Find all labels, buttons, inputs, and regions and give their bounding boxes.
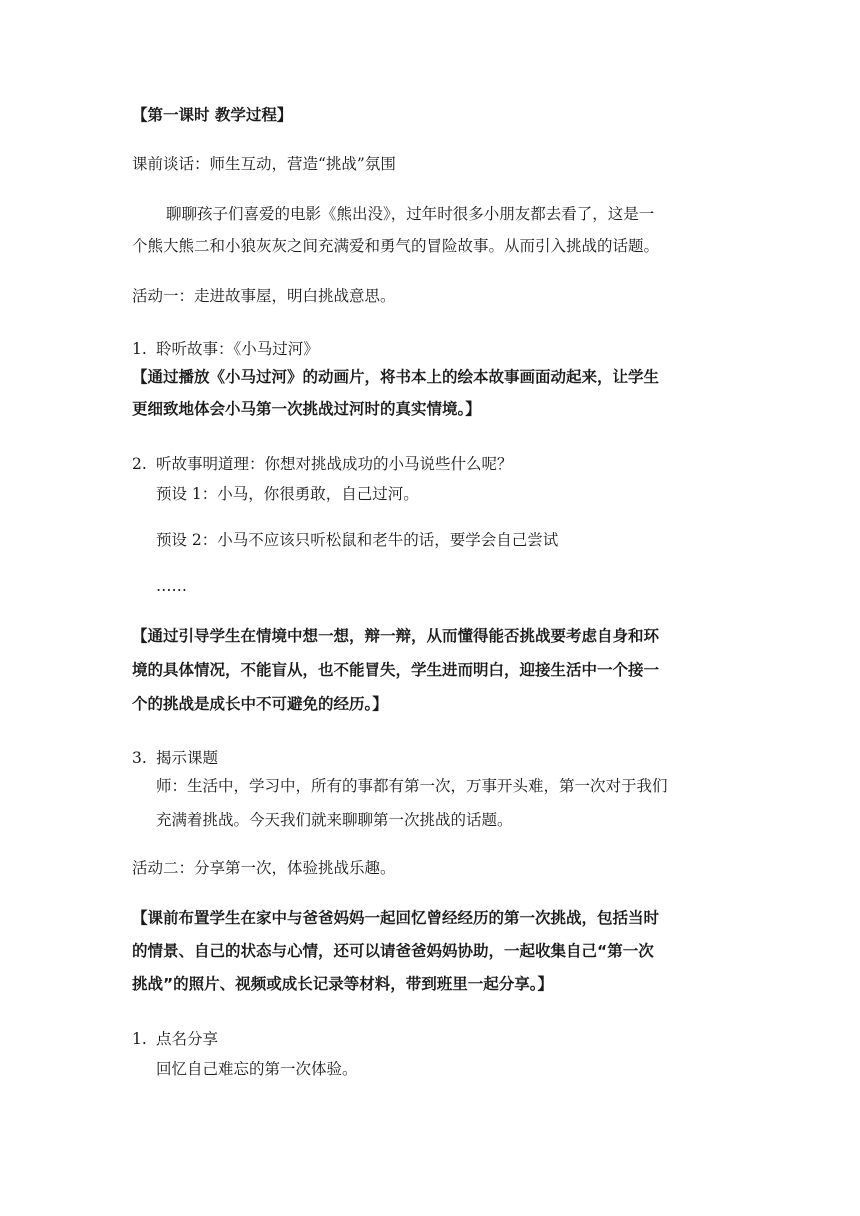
activity1-item2 [132,452,513,476]
preset-1: 预设 1：小马，你很勇敢，自己过河。 [156,485,419,503]
activity1-item1 [132,337,319,361]
activity1-item2-note-line-2: 境的具体情况，不能盲从，也不能冒失，学生进而明白，迎接生活中一个接一 [132,661,660,679]
activity1-item3-line-1: 师：生活中，学习中，所有的事都有第一次，万事开头难，第一次对于我们 [156,777,668,795]
item-text: 揭示课题 [156,749,219,767]
item-number: 2. [132,455,147,473]
activity2-note-line-3: 挑战”的照片、视频或成长记录等材料，带到班里一起分享。】 [132,975,553,993]
activity1-title: 活动一：走进故事屋，明白挑战意思。 [132,287,396,305]
activity1-item2-note-line-1: 【通过引导学生在情境中想一想，辩一辩，从而懂得能否挑战要考虑自身和环 [132,627,660,645]
activity2-item1-line-1: 回忆自己难忘的第一次体验。 [156,1060,358,1078]
activity2-note-line-2: 的情景、自己的状态与心情，还可以请爸爸妈妈协助，一起收集自己“第一次 [132,942,654,960]
item-number: 1. [132,1030,147,1048]
lesson-heading: 【第一课时 教学过程】 [132,106,293,124]
intro-label: 课前谈话：师生互动，营造“挑战”氛围 [132,155,396,173]
ellipsis: …… [156,577,187,595]
activity1-item3 [132,746,218,770]
activity1-item1-note-line-1: 【通过播放《小马过河》的动画片，将书本上的绘本故事画面动起来，让学生 [132,368,660,386]
intro-paragraph-line-2: 个熊大熊二和小狼灰灰之间充满爱和勇气的冒险故事。从而引入挑战的话题。 [132,237,660,255]
activity1-item2-note-line-3: 个的挑战是成长中不可避免的经历。】 [132,695,388,713]
activity2-title: 活动二：分享第一次，体验挑战乐趣。 [132,859,396,877]
intro-paragraph-line-1: 聊聊孩子们喜爱的电影《熊出没》，过年时很多小朋友都去看了，这是一 [166,205,655,223]
activity1-item1-note-line-2: 更细致地体会小马第一次挑战过河时的真实情境。】 [132,400,481,418]
item-number: 3. [132,749,147,767]
activity2-note-line-1: 【课前布置学生在家中与爸爸妈妈一起回忆曾经经历的第一次挑战，包括当时 [132,909,660,927]
item-number: 1. [132,340,147,358]
item-text: 听故事明道理：你想对挑战成功的小马说些什么呢？ [156,455,513,473]
item-text: 聆听故事：《小马过河》 [156,340,319,358]
preset-2: 预设 2：小马不应该只听松鼠和老牛的话，要学会自己尝试 [156,531,559,549]
item-text: 点名分享 [156,1030,219,1048]
activity1-item3-line-2: 充满着挑战。今天我们就来聊聊第一次挑战的话题。 [156,811,513,829]
activity2-item1 [132,1027,218,1051]
